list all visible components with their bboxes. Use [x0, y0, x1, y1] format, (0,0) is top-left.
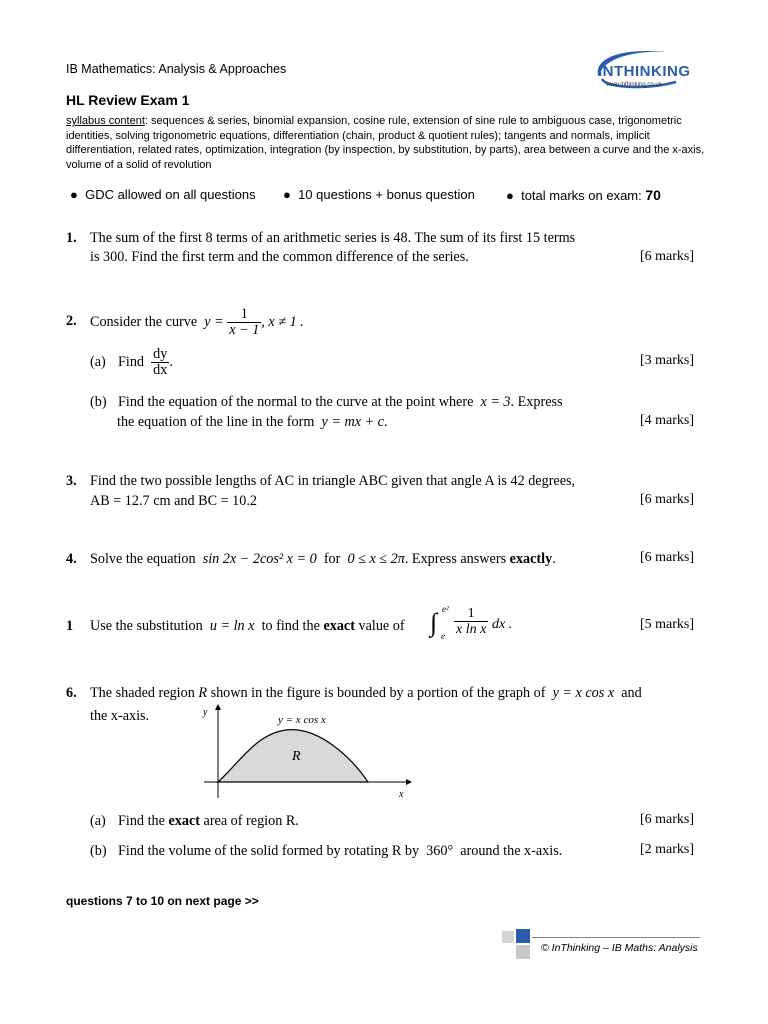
q1-line2: is 300. Find the first term and the common difference of the series. [90, 249, 469, 265]
q4-marks: [6 marks] [639, 550, 694, 565]
integral-lower: e [441, 631, 445, 641]
q3-line1: Find the two possible lengths of AC in triangle ABC given that angle A is 42 degrees, [90, 473, 576, 489]
q5-text: Use the substitution u = ln x to find the exact value of [90, 618, 405, 634]
q6a-label: (a) [90, 813, 106, 829]
inthinking-logo [586, 46, 706, 96]
q2a-marks: [3 marks] [639, 353, 694, 368]
q6a-text: Find the exact area of region R. [118, 813, 299, 829]
integral-den: x ln x [456, 622, 487, 637]
q6-line1: The shaded region R shown in the figure is bounded by a portion of the graph of y = x cos x and [90, 685, 642, 701]
q5-integral [430, 604, 520, 648]
footer-squares [500, 929, 534, 959]
figure-region-label: R [292, 749, 301, 764]
q4-number: 4. [66, 551, 77, 567]
course-title: IB Mathematics: Analysis & Approaches [66, 62, 287, 76]
q4-text: Solve the equation sin 2x − 2cos² x = 0 for 0 ≤ x ≤ 2π. Express answers exactly. [90, 551, 556, 567]
syllabus-content [66, 114, 706, 172]
x-axis-arrow-icon [406, 779, 412, 785]
exam-title: HL Review Exam 1 [66, 92, 190, 108]
logo-url: www.inthinking.co.uk [606, 82, 662, 88]
q2b-line1: Find the equation of the normal to the curve at the point where x = 3. Express [118, 394, 563, 410]
q6-line2: the x-axis. [90, 708, 150, 724]
q5-number: 1 [66, 618, 74, 634]
q5-marks: [5 marks] [639, 617, 694, 632]
q2b-line2: the equation of the line in the form y = mx + c. [117, 414, 388, 430]
bullet-questions: ● 10 questions + bonus question [283, 187, 475, 202]
integral-num: 1 [467, 606, 475, 621]
q2b-label: (b) [90, 394, 107, 410]
footer-divider [532, 937, 700, 938]
total-marks: 70 [645, 187, 661, 203]
next-page-note: questions 7 to 10 on next page >> [66, 894, 259, 908]
syllabus-label: syllabus content [66, 115, 145, 127]
q3-line2: AB = 12.7 cm and BC = 10.2 [90, 493, 257, 509]
integral-dx: dx . [492, 617, 513, 632]
q1-marks: [6 marks] [639, 249, 694, 264]
syllabus-text: : sequences & series, binomial expansion, cosine rule, extension of sine rule to ambiguous case, trigonometric identities, solving trigonometric equations, differentiation (chain, product & quotient rules); tangents and normals, implicit differentiation, related rates, optimization, integration (by inspection, by substitution, by parts), area between a curve and the x-axis, volume of a solid of revolution [66, 115, 705, 171]
bullet-gdc: ● GDC allowed on all questions [70, 187, 256, 202]
q3-marks: [6 marks] [639, 492, 694, 507]
logo-text: INTHINKING [598, 63, 691, 80]
q6b-text: Find the volume of the solid formed by rotating R by 360° around the x-axis. [118, 843, 563, 859]
integral-upper: e² [442, 604, 449, 614]
q2-intro: Consider the curve y = $\frac{1}{x - 1}$ , x ≠ 1 . [90, 306, 304, 339]
q1-number: 1. [66, 230, 77, 246]
q6b-label: (b) [90, 843, 107, 859]
q6a-marks: [6 marks] [639, 812, 694, 827]
q6-number: 6. [66, 685, 77, 701]
q2a-text: Find $\frac{dy}{dx}$ . [118, 346, 173, 379]
integral-sign: ∫ [430, 608, 438, 637]
q3-number: 3. [66, 473, 77, 489]
bullet-total: ● total marks on exam: 70 [506, 187, 661, 203]
q1-line1: The sum of the first 8 terms of an arithmetic series is 48. The sum of its first 15 terms [90, 230, 576, 246]
q6b-marks: [2 marks] [639, 842, 694, 857]
copyright: © InThinking – IB Maths: Analysis [541, 942, 698, 954]
q2a-label: (a) [90, 354, 106, 370]
q2-number: 2. [66, 313, 77, 329]
figure-y-label: y [203, 707, 208, 718]
q2b-marks: [4 marks] [639, 413, 694, 428]
figure-curve-label: y = x cos x [278, 714, 326, 726]
y-axis-arrow-icon [215, 704, 221, 710]
figure-x-label: x [399, 789, 404, 800]
